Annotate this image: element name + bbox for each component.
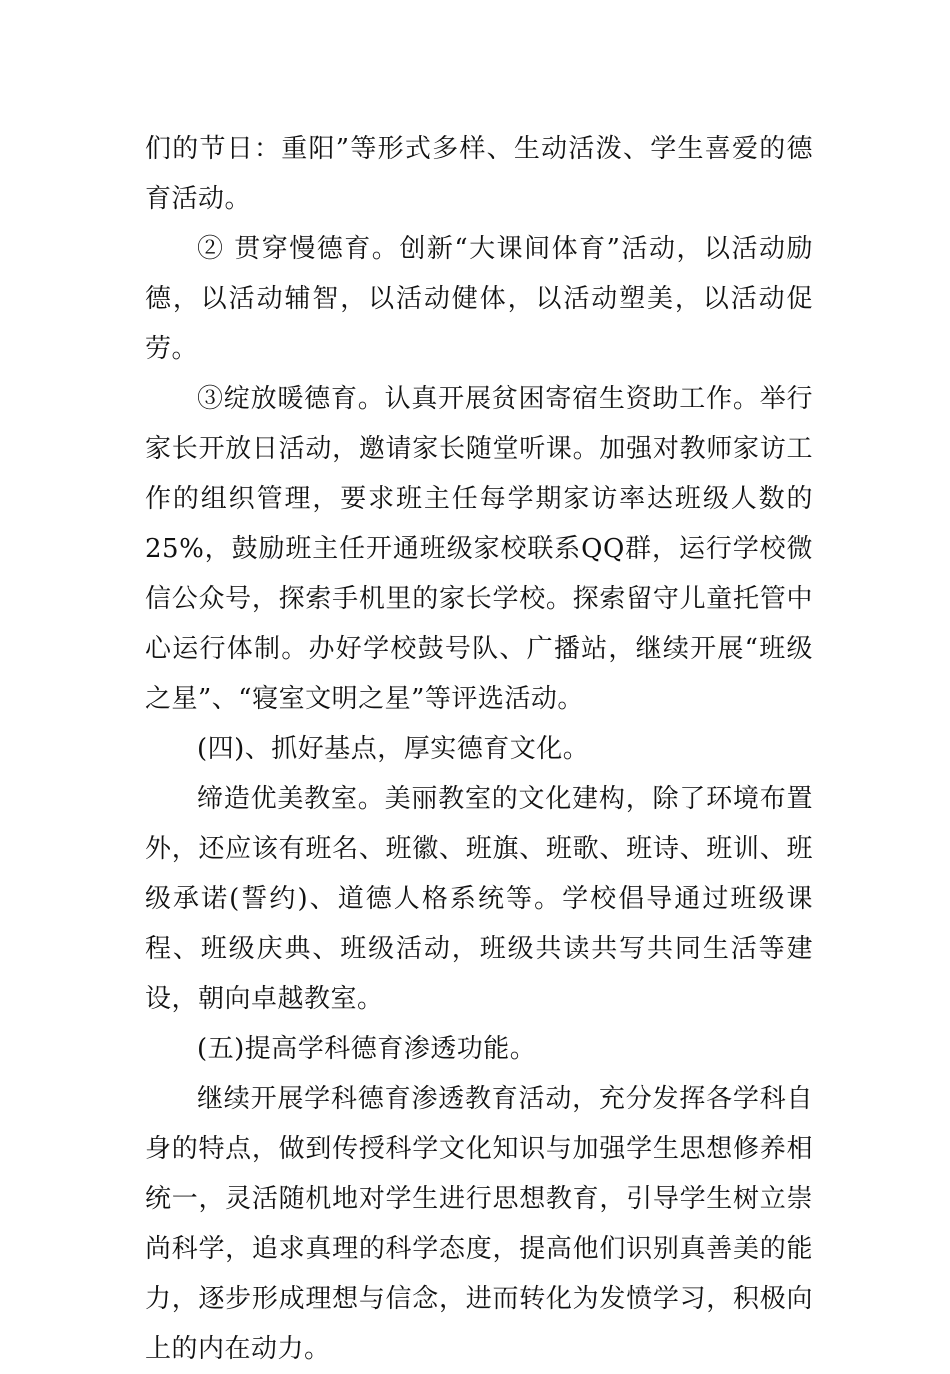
paragraph-slow-moral-education: ② 贯穿慢德育。创新“大课间体育”活动，以活动励德，以活动辅智，以活动健体，以活动塑美，以活动促劳。 bbox=[145, 234, 813, 364]
section-heading-five: (五)提高学科德育渗透功能。 bbox=[197, 1034, 537, 1064]
section-heading-four: (四)、抓好基点，厚实德育文化。 bbox=[197, 734, 590, 764]
paragraph-classroom-culture: 缔造优美教室。美丽教室的文化建构，除了环境布置外，还应该有班名、班徽、班旗、班歌、班诗、班训、班级承诺(誓约)、道德人格系统等。学校倡导通过班级课程、班级庆典、班级活动，班级共读共写共同生活等建设，朝向卓越教室。 bbox=[145, 784, 813, 1014]
document-body bbox=[145, 124, 813, 1374]
paragraph-subject-moral-education: 继续开展学科德育渗透教育活动，充分发挥各学科自身的特点，做到传授科学文化知识与加强学生思想修养相统一，灵活随机地对学生进行思想教育，引导学生树立崇尚科学，追求真理的科学态度，提高他们识别真善美的能力，逐步形成理想与信念，进而转化为发愤学习，积极向上的内在动力。 bbox=[145, 1084, 813, 1364]
paragraph-warm-moral-education: ③绽放暖德育。认真开展贫困寄宿生资助工作。举行家长开放日活动，邀请家长随堂听课。加强对教师家访工作的组织管理，要求班主任每学期家访率达班级人数的25%，鼓励班主任开通班级家校联系QQ群，运行学校微信公众号，探索手机里的家长学校。探索留守儿童托管中心运行体制。办好学校鼓号队、广播站，继续开展“班级之星”、“寝室文明之星”等评选活动。 bbox=[145, 384, 813, 714]
paragraph-continuation: 们的节日：重阳”等形式多样、生动活泼、学生喜爱的德育活动。 bbox=[145, 134, 813, 214]
